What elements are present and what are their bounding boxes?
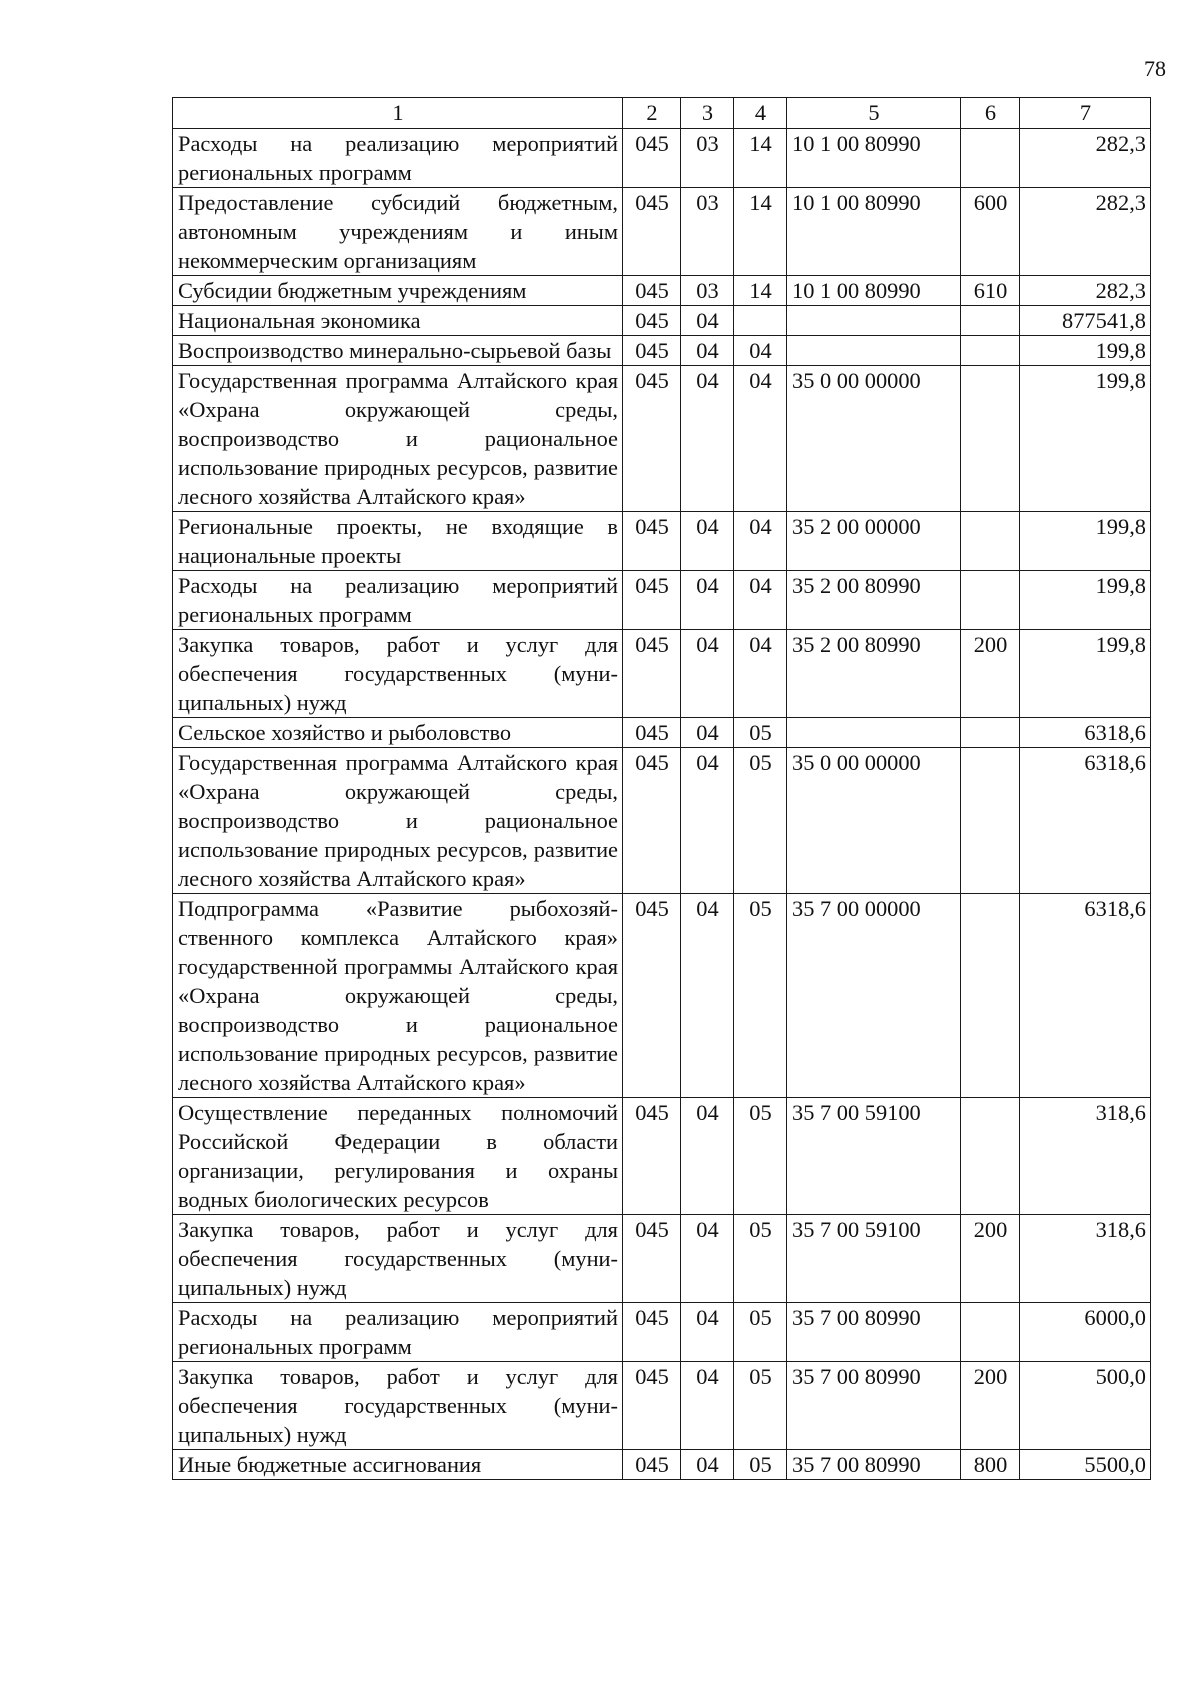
column-header: 1 (173, 98, 623, 129)
amount: 5500,0 (1020, 1450, 1151, 1480)
table-row (173, 748, 1151, 894)
target-article-code (787, 336, 961, 366)
expense-type-code (961, 1098, 1020, 1215)
table-row (173, 571, 1151, 630)
expense-name: Государственная программа Алтайского края «Охрана окружающей среды, воспроизводство и рациональное использование природных ресурсов, развитие лесного хозяйства Алтайского края» (173, 366, 623, 512)
target-article-code: 35 0 00 00000 (787, 748, 961, 894)
amount: 6318,6 (1020, 718, 1151, 748)
expense-name: Государственная программа Алтайского края «Охрана окружающей среды, воспроизводство и рациональное использование природных ресурсов, развитие лесного хозяйства Алтайского края» (173, 748, 623, 894)
expense-name: Иные бюджетные ассигнования (173, 1450, 623, 1480)
section-code: 04 (681, 894, 734, 1098)
table-row (173, 1362, 1151, 1450)
expense-name: Расходы на реализацию мероприятий региональных программ (173, 129, 623, 188)
section-code: 04 (681, 512, 734, 571)
subsection-code: 05 (734, 894, 787, 1098)
target-article-code: 10 1 00 80990 (787, 129, 961, 188)
amount: 282,3 (1020, 188, 1151, 276)
expense-name: Предоставление субсидий бюджетным, автономным учреждениям и иным некоммерческим организациям (173, 188, 623, 276)
expense-name: Расходы на реализацию мероприятий региональных программ (173, 571, 623, 630)
expense-name: Воспроизводство минерально-сырьевой базы (173, 336, 623, 366)
target-article-code: 10 1 00 80990 (787, 188, 961, 276)
column-header: 5 (787, 98, 961, 129)
amount: 6318,6 (1020, 748, 1151, 894)
amount: 6318,6 (1020, 894, 1151, 1098)
section-code: 04 (681, 336, 734, 366)
subsection-code: 05 (734, 1303, 787, 1362)
subsection-code: 14 (734, 129, 787, 188)
expense-name: Национальная экономика (173, 306, 623, 336)
section-code: 04 (681, 306, 734, 336)
ministry-code: 045 (623, 748, 681, 894)
expense-name: Региональные проекты, не входящие в национальные проекты (173, 512, 623, 571)
target-article-code: 35 2 00 80990 (787, 630, 961, 718)
column-header: 2 (623, 98, 681, 129)
section-code: 03 (681, 276, 734, 306)
table-row (173, 1098, 1151, 1215)
section-code: 04 (681, 366, 734, 512)
expense-type-code (961, 748, 1020, 894)
ministry-code: 045 (623, 1303, 681, 1362)
ministry-code: 045 (623, 894, 681, 1098)
ministry-code: 045 (623, 1215, 681, 1303)
target-article-code: 35 7 00 80990 (787, 1362, 961, 1450)
expense-name: Закупка товаров, работ и услуг для обеспечения государственных (муниципальных) нужд (173, 1362, 623, 1450)
expense-type-code (961, 512, 1020, 571)
target-article-code: 35 7 00 80990 (787, 1303, 961, 1362)
subsection-code (734, 306, 787, 336)
ministry-code: 045 (623, 512, 681, 571)
amount: 199,8 (1020, 571, 1151, 630)
expense-type-code (961, 718, 1020, 748)
section-code: 04 (681, 1098, 734, 1215)
expense-type-code (961, 571, 1020, 630)
expense-type-code (961, 366, 1020, 512)
table-row (173, 276, 1151, 306)
target-article-code: 35 0 00 00000 (787, 366, 961, 512)
amount: 199,8 (1020, 336, 1151, 366)
subsection-code: 05 (734, 718, 787, 748)
target-article-code: 35 7 00 00000 (787, 894, 961, 1098)
amount: 282,3 (1020, 276, 1151, 306)
section-code: 03 (681, 129, 734, 188)
ministry-code: 045 (623, 366, 681, 512)
table-row (173, 366, 1151, 512)
table-row (173, 188, 1151, 276)
expense-type-code (961, 306, 1020, 336)
expense-name: Подпрограмма «Развитие рыбохозяйственного комплекса Алтайского края» государственной программы Алтайского края «Охрана окружающей среды, воспроизводство и рациональное использование природных ресурсов, развитие лесного хозяйства Алтайского края» (173, 894, 623, 1098)
target-article-code: 35 7 00 80990 (787, 1450, 961, 1480)
column-header: 3 (681, 98, 734, 129)
expense-type-code: 600 (961, 188, 1020, 276)
amount: 318,6 (1020, 1215, 1151, 1303)
table-row (173, 718, 1151, 748)
expense-type-code (961, 336, 1020, 366)
section-code: 04 (681, 748, 734, 894)
table-row (173, 1450, 1151, 1480)
table-row (173, 336, 1151, 366)
expense-name: Расходы на реализацию мероприятий региональных программ (173, 1303, 623, 1362)
subsection-code: 14 (734, 188, 787, 276)
expense-type-code (961, 894, 1020, 1098)
expense-name: Закупка товаров, работ и услуг для обеспечения государственных (муниципальных) нужд (173, 630, 623, 718)
amount: 199,8 (1020, 630, 1151, 718)
column-header: 4 (734, 98, 787, 129)
expense-type-code (961, 129, 1020, 188)
subsection-code: 05 (734, 1215, 787, 1303)
section-code: 04 (681, 630, 734, 718)
expense-type-code: 200 (961, 1362, 1020, 1450)
ministry-code: 045 (623, 718, 681, 748)
target-article-code: 35 7 00 59100 (787, 1098, 961, 1215)
section-code: 04 (681, 1362, 734, 1450)
expense-name: Осуществление переданных полномочий Российской Федерации в области организации, регулирования и охраны водных биологических ресурсов (173, 1098, 623, 1215)
subsection-code: 04 (734, 336, 787, 366)
expense-type-code: 610 (961, 276, 1020, 306)
ministry-code: 045 (623, 1098, 681, 1215)
ministry-code: 045 (623, 630, 681, 718)
amount: 877541,8 (1020, 306, 1151, 336)
expense-type-code: 200 (961, 630, 1020, 718)
expense-type-code: 800 (961, 1450, 1020, 1480)
expense-name: Сельское хозяйство и рыболовство (173, 718, 623, 748)
subsection-code: 04 (734, 512, 787, 571)
section-code: 04 (681, 1215, 734, 1303)
section-code: 04 (681, 1303, 734, 1362)
expense-type-code: 200 (961, 1215, 1020, 1303)
ministry-code: 045 (623, 276, 681, 306)
amount: 282,3 (1020, 129, 1151, 188)
subsection-code: 04 (734, 366, 787, 512)
ministry-code: 045 (623, 1362, 681, 1450)
subsection-code: 04 (734, 630, 787, 718)
subsection-code: 05 (734, 748, 787, 894)
subsection-code: 14 (734, 276, 787, 306)
amount: 199,8 (1020, 366, 1151, 512)
ministry-code: 045 (623, 571, 681, 630)
subsection-code: 05 (734, 1450, 787, 1480)
table-row (173, 1215, 1151, 1303)
header-row (173, 98, 1151, 129)
target-article-code: 35 2 00 00000 (787, 512, 961, 571)
column-header: 6 (961, 98, 1020, 129)
subsection-code: 05 (734, 1098, 787, 1215)
target-article-code: 35 2 00 80990 (787, 571, 961, 630)
table-row (173, 512, 1151, 571)
ministry-code: 045 (623, 306, 681, 336)
table-row (173, 894, 1151, 1098)
ministry-code: 045 (623, 336, 681, 366)
ministry-code: 045 (623, 188, 681, 276)
target-article-code: 35 7 00 59100 (787, 1215, 961, 1303)
target-article-code (787, 306, 961, 336)
section-code: 03 (681, 188, 734, 276)
ministry-code: 045 (623, 1450, 681, 1480)
table-row (173, 630, 1151, 718)
amount: 199,8 (1020, 512, 1151, 571)
target-article-code (787, 718, 961, 748)
column-header: 7 (1020, 98, 1151, 129)
amount: 318,6 (1020, 1098, 1151, 1215)
expense-name: Субсидии бюджетным учреждениям (173, 276, 623, 306)
subsection-code: 05 (734, 1362, 787, 1450)
table-row (173, 306, 1151, 336)
amount: 500,0 (1020, 1362, 1151, 1450)
amount: 6000,0 (1020, 1303, 1151, 1362)
ministry-code: 045 (623, 129, 681, 188)
subsection-code: 04 (734, 571, 787, 630)
section-code: 04 (681, 718, 734, 748)
page-number: 78 (1144, 56, 1166, 81)
section-code: 04 (681, 571, 734, 630)
expense-type-code (961, 1303, 1020, 1362)
table-row (173, 1303, 1151, 1362)
expense-name: Закупка товаров, работ и услуг для обеспечения государственных (муниципальных) нужд (173, 1215, 623, 1303)
budget-table (172, 97, 1151, 1480)
table-row (173, 129, 1151, 188)
section-code: 04 (681, 1450, 734, 1480)
target-article-code: 10 1 00 80990 (787, 276, 961, 306)
